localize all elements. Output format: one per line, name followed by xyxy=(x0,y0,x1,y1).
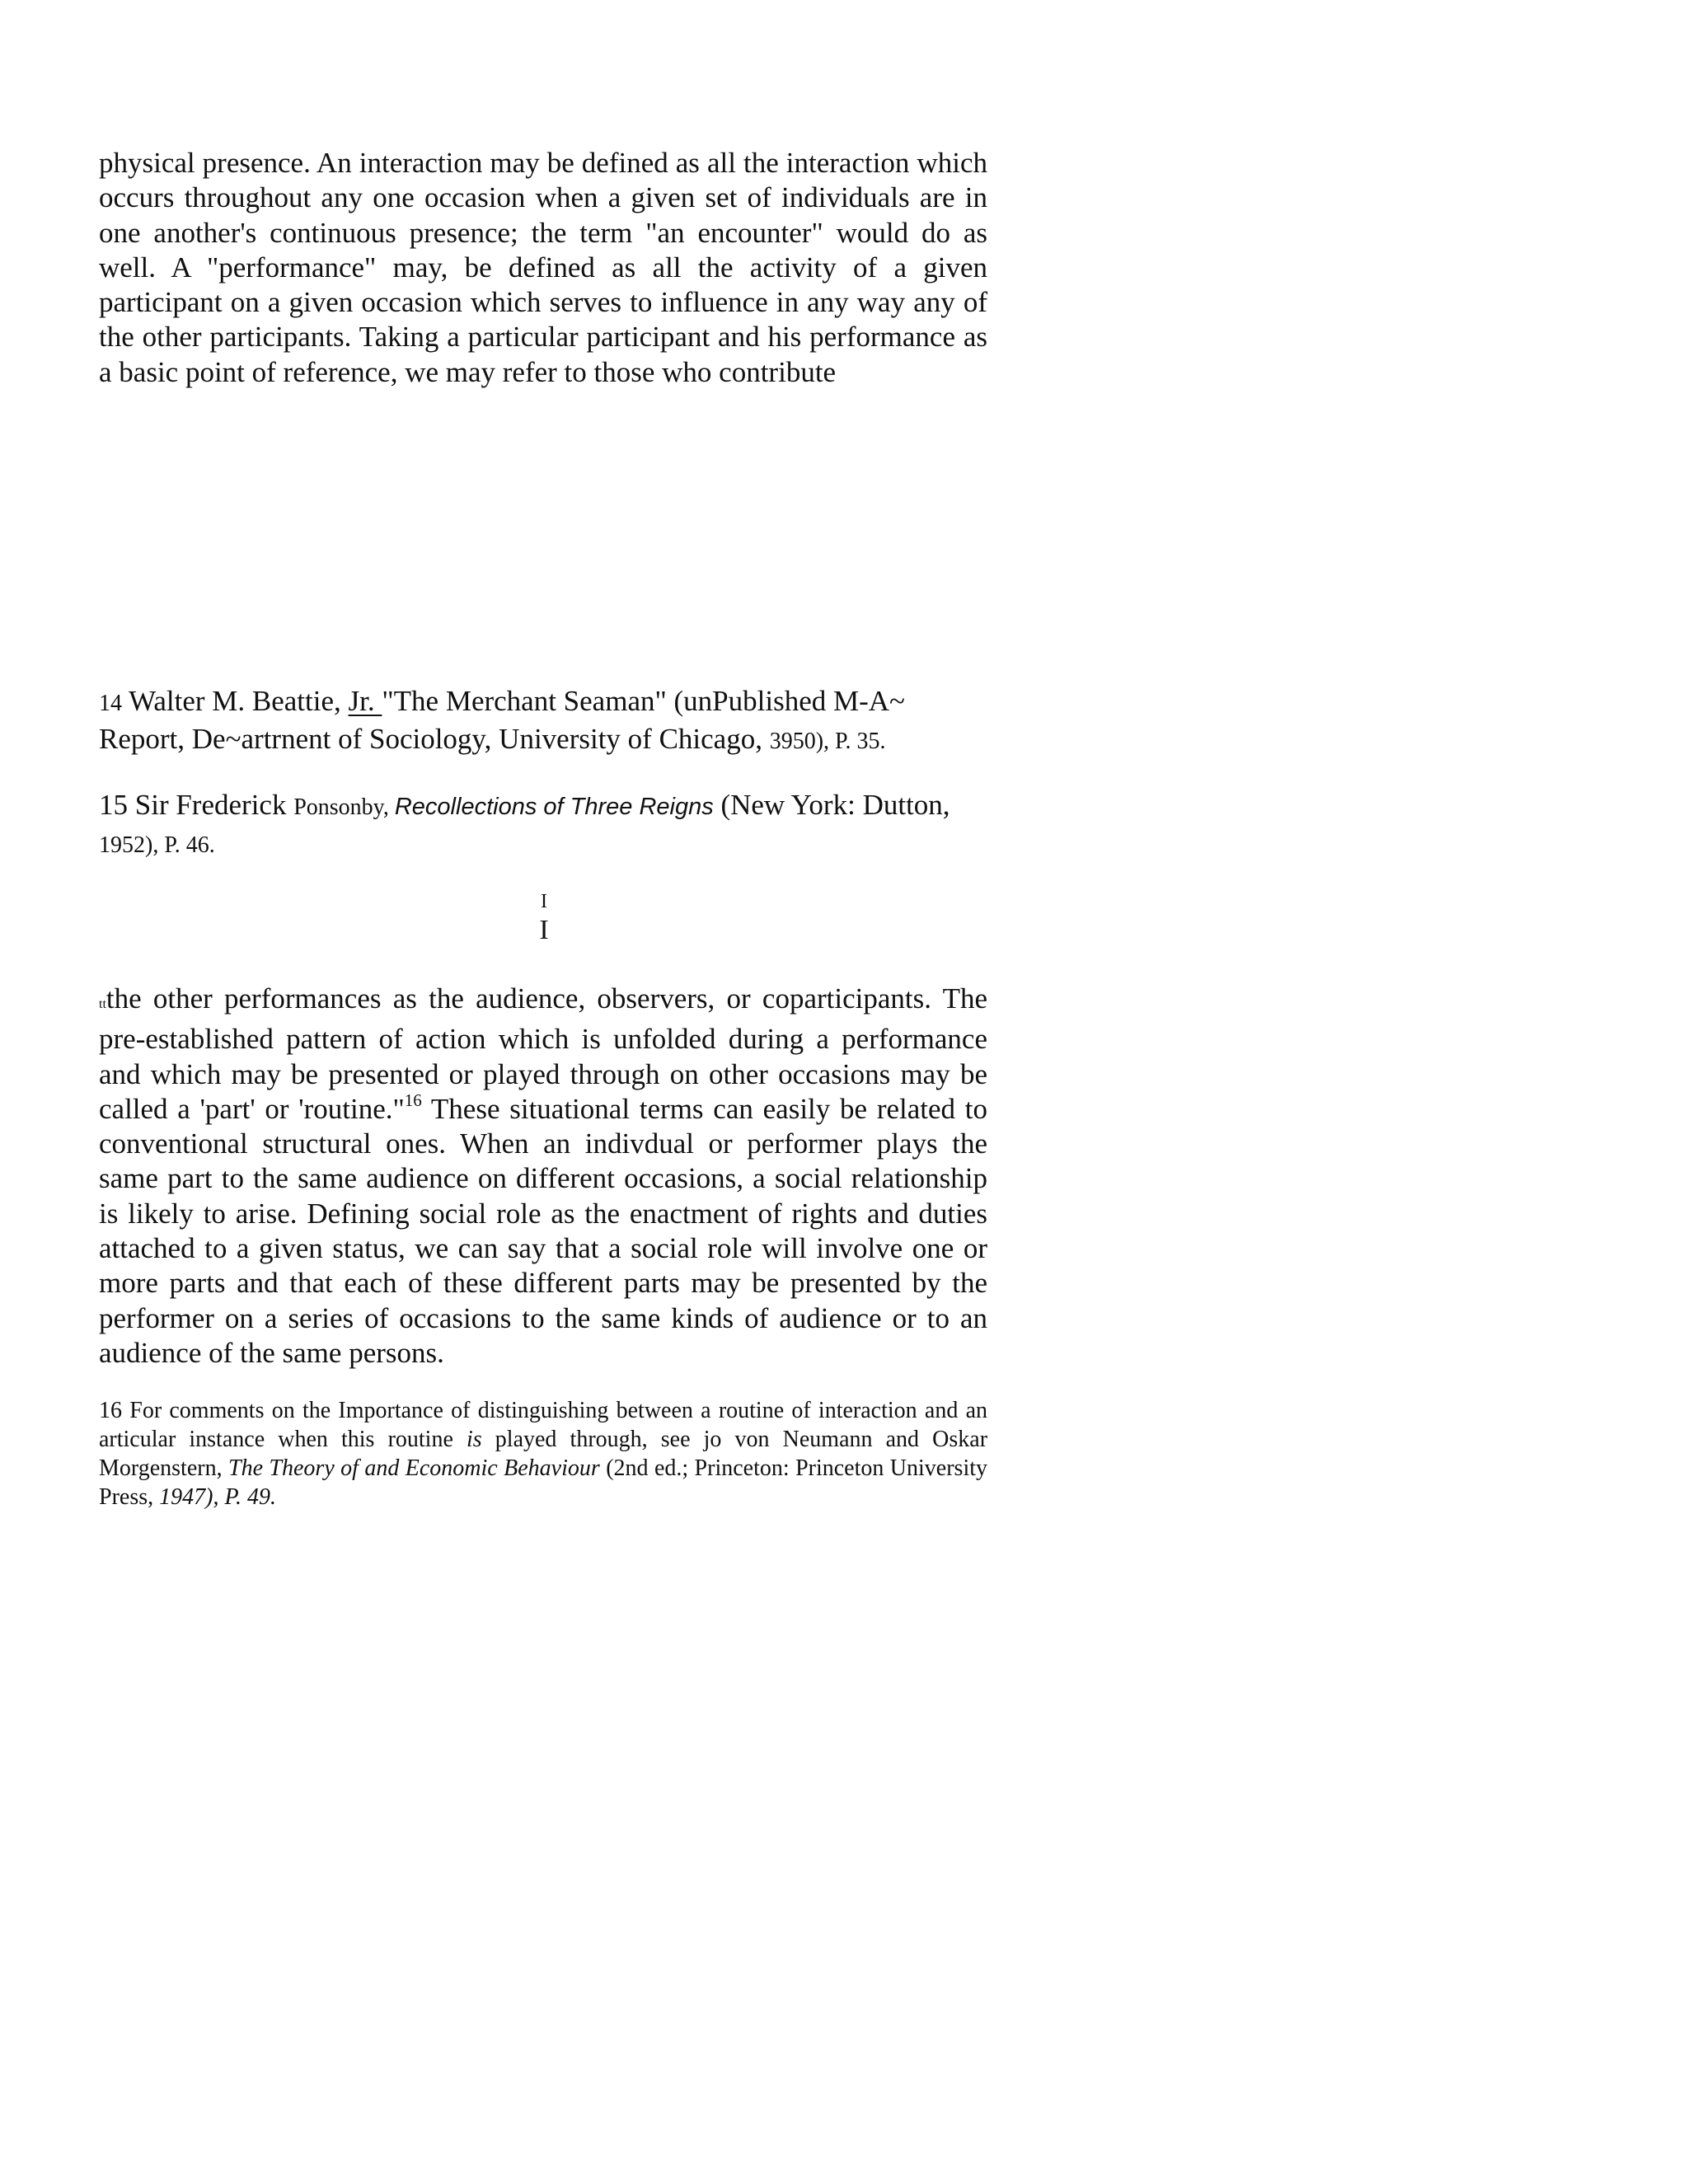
footnote-16-text-c: (2nd ed.; Princeton: Princeton University Press, xyxy=(99,1455,988,1510)
paragraph-2-text-b: These situational terms can easily be related to conventional structural ones. When an indivdual or performer plays the same part to the same audience on different occasions, a social relationship is likely to arise. Defining social role as the enactment of rights and duties attached to a given status, we can say that a social role will involve one or more parts and that each of these different parts may be presented by the performer on a series of occasions to the same kinds of audience or to an audience of the same persons. xyxy=(99,1092,988,1369)
paragraph-2-prefix: tt xyxy=(99,997,106,1011)
footnote-16-italic-is: is xyxy=(467,1427,482,1452)
large-mark: I xyxy=(539,915,549,945)
footnote-16-tail: 1947), P. 49. xyxy=(159,1484,276,1510)
footnote-16-text-a: 16 For comments on the Importance of distinguishing between a routine of interaction and an articular instance when this routine xyxy=(99,1398,987,1452)
footnote-15-title: Recollections of Three Reigns xyxy=(394,794,714,820)
footnote-16-text-b: played through, see jo von Neumann and Oskar Morgenstern, xyxy=(99,1427,988,1481)
paragraph-continuation xyxy=(99,146,987,390)
footnote-14 xyxy=(99,684,987,759)
footnote-14-text-b: "The Merchant Seaman" (unPublished M-A~ Report, De~artrnent of Sociology, University of Chicago, xyxy=(99,685,905,755)
footnote-16 xyxy=(99,1396,987,1511)
paragraph-1-text: physical presence. An interaction may be defined as all the interaction which occurs throughout any one occasion when a given set of individuals are in one another's continuous presence; the term "an encounter" would do as well. A "performance" may, be defined as all the activity of a given participant on a given occasion which serves to influence in any way any of the other participants. Taking a particular participant and his performance as a basic point of reference, we may refer to those who contribute xyxy=(99,147,987,388)
footnote-15-text-a: (New York: Dutton, xyxy=(713,789,950,821)
footnote-16-title: The Theory of and Economic Behaviour xyxy=(228,1455,600,1481)
paragraph-main xyxy=(99,982,987,1371)
footnote-14-number: 14 xyxy=(99,691,122,716)
footnote-15-small-name: Ponsonby, xyxy=(293,794,395,820)
small-mark: I xyxy=(541,891,547,912)
footnote-15-tail: 1952), P. 46. xyxy=(99,832,215,858)
footnote-14-tail: 3950), P. 35. xyxy=(769,728,886,754)
footnote-14-text-a: Walter M. Beattie, xyxy=(122,685,349,717)
footnote-15-number-name: 15 Sir Frederick xyxy=(99,789,294,821)
footnote-14-underlined: Jr. xyxy=(348,685,382,717)
paragraph-2-text-a: the other performances as the audience, observers, or coparticipants. The pre-established pattern of action which is unfolded during a performance and which may be presented or played through on other occasions may be called a 'part' or 'routine." xyxy=(99,982,987,1125)
footnote-ref-16: 16 xyxy=(404,1090,422,1110)
footnote-15 xyxy=(99,788,987,863)
